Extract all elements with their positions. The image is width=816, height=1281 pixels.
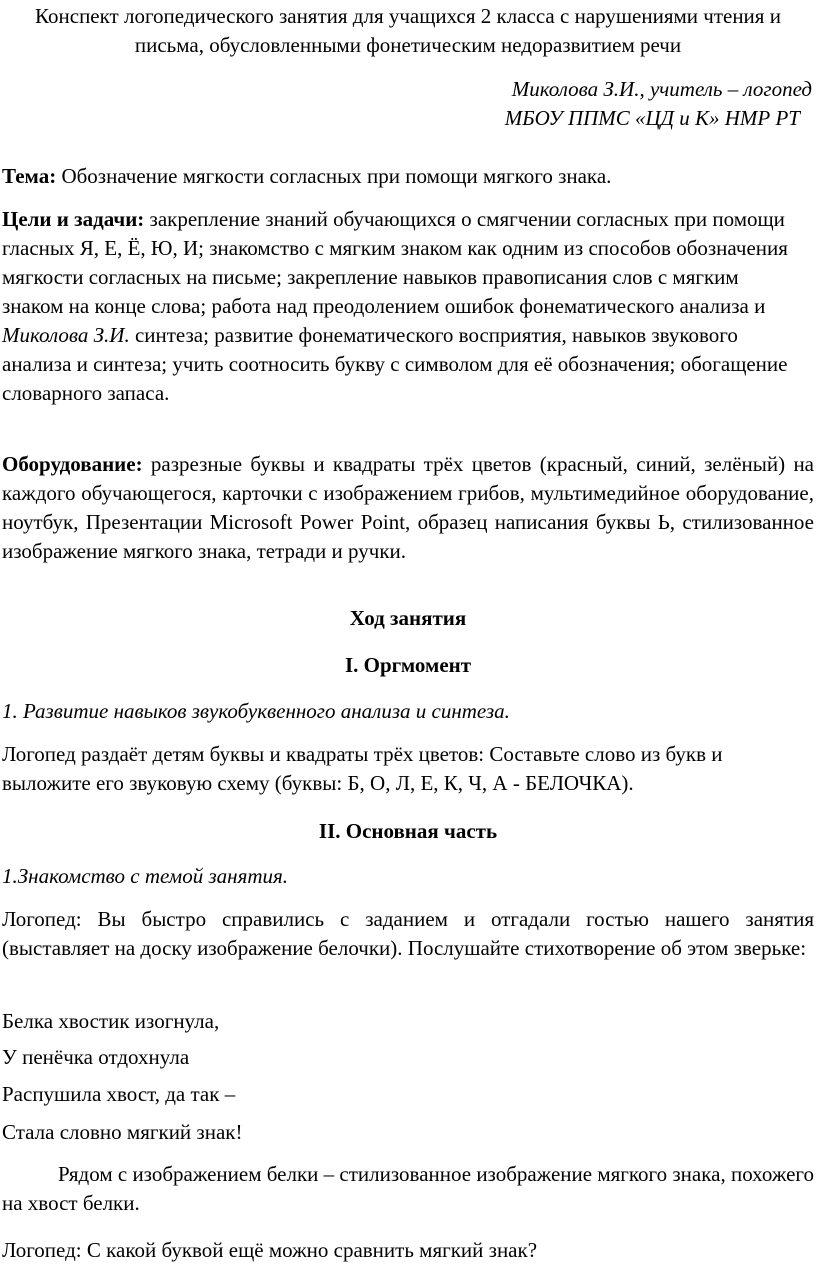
equipment-label: Оборудование:	[2, 452, 143, 476]
poem-line-3: Распушила хвост, да так –	[2, 1082, 236, 1106]
poem-line-1: Белка хвостик изогнула,	[2, 1009, 220, 1033]
goals-paragraph	[2, 205, 798, 408]
poem-line-2: У пенёчка отдохнула	[2, 1045, 190, 1069]
section1-paragraph: Логопед раздаёт детям буквы и квадраты трёх цветов: Составьте слово из букв и выложите его звуковую схему (буквы: Б, О, Л, Е, К, Ч, А - БЕЛОЧКА).	[2, 742, 723, 795]
section2-question: Логопед: С какой буквой ещё можно сравнить мягкий знак?	[2, 1238, 538, 1262]
section2-heading: II. Основная часть	[318, 819, 498, 843]
goals-inserted-name: Миколова З.И.	[2, 323, 130, 347]
author-name: Миколова З.И., учитель – логопед	[511, 77, 812, 101]
section1-subheading: 1. Развитие навыков звукобуквенного анализа и синтеза.	[2, 699, 510, 723]
topic-paragraph	[2, 162, 814, 191]
author-organization: МБОУ ППМС «ЦД и К» НМР РТ	[504, 106, 800, 130]
topic-label: Тема:	[2, 164, 57, 188]
topic-text: Обозначение мягкости согласных при помощи мягкого знака.	[56, 164, 612, 188]
poem-line-4: Стала словно мягкий знак!	[2, 1120, 243, 1144]
document-title: Конспект логопедического занятия для учащихся 2 класса с нарушениями чтения и письма, обусловленными фонетическим недоразвитием речи	[35, 4, 781, 57]
section2-paragraph: Логопед: Вы быстро справились с заданием и отгадали гостью нашего занятия (выставляет на доску изображение белочки). Послушайте стихотворение об этом зверьке:	[2, 907, 814, 960]
equipment-text: разрезные буквы и квадраты трёх цветов (красный, синий, зелёный) на каждого обучающегося, карточки с изображением грибов, мультимедийное оборудование, ноутбук, Презентации Microsoft Power Point, образец написания буквы Ь, стилизованное изображение мягкого знака, тетради и ручки.	[2, 452, 814, 563]
section2-subheading: 1.Знакомство с темой занятия.	[2, 864, 289, 888]
goals-text-before: закрепление знаний обучающихся о смягчении согласных при помощи гласных Я, Е, Ё, Ю, И; знакомство с мягким знаком как одним из способов обозначения мягкости согласных на письме; закрепление навыков правописания слов с мягким знаком на конце слова; работа над преодолением ошибок фонематического анализа и	[2, 207, 788, 318]
section2-paragraph2: Рядом с изображением белки – стилизованное изображение мягкого знака, похожего на хвост белки.	[2, 1162, 814, 1215]
course-heading: Ход занятия	[349, 606, 467, 630]
section1-heading: I. Оргмомент	[344, 653, 472, 677]
goals-label: Цели и задачи:	[2, 207, 145, 231]
equipment-paragraph	[2, 450, 814, 566]
goals-text-after: синтеза; развитие фонематического восприятия, навыков звукового анализа и синтеза; учить соотносить букву с символом для её обозначения; обогащение словарного запаса.	[2, 323, 788, 405]
